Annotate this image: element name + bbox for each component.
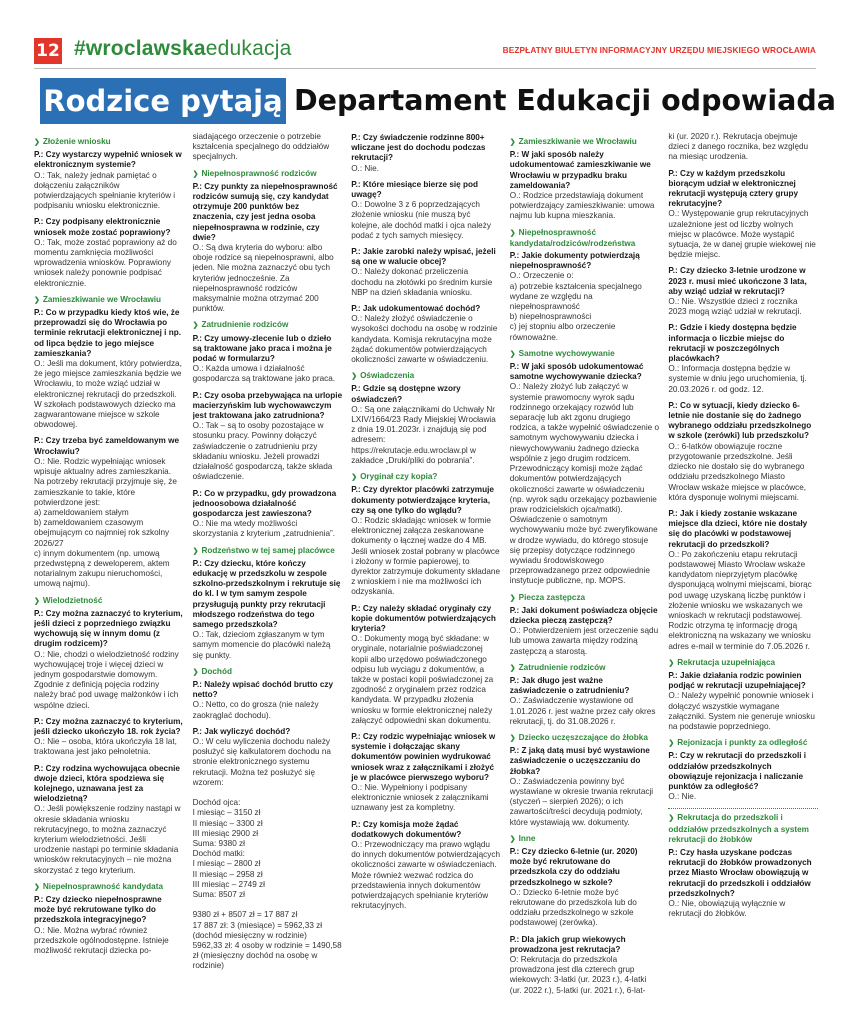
answer: ki (ur. 2020 r.). Rekrutacja obejmuje dzieci z danego rocznika, bez względu na miesiąc urodzenia. (668, 132, 809, 162)
question: P.: Czy podpisany elektronicznie wniosek może zostać poprawiony? (34, 217, 171, 237)
section-heading: ❯ Wielodzietność (34, 596, 184, 607)
question: P.: Czy punkty za niepełnosprawność rodziców sumują się, czy kandydat otrzymuje 200 punktów bez znaczenia, czy jest jedna osoba niepełnosprawna w rodzinie, czy dwie? (192, 181, 338, 242)
hashtag-bold: #wroclawska (74, 37, 206, 60)
question: P.: Jaki dokument poświadcza objęcie dziecka pieczą zastępczą? (509, 605, 658, 625)
section-heading: ❯ Inne (510, 834, 660, 845)
column-2 (193, 132, 343, 1018)
answer: O.: Tak – są to osoby pozostające w stosunku pracy. Powinny dołączyć zaświadczenie o zatrudnieniu przy składaniu wniosku. Jeżeli prowadzi działalność gospodarczą, także składa oświadczenie. (192, 421, 333, 482)
question: P.: Czy wystarczy wypełnić wniosek w elektronicznym systemie? (34, 150, 182, 170)
answer: O.: Po zakończeniu etapu rekrutacji podstawowej Miasto Wrocław wskaże kandydatom nieprzyjętym placówkę dysponującą wolnymi miejscami, biorąc pod uwagę uzyskaną liczbę punktów i złożenie wniosku we wskazanych we wnioskach w rekrutacji podstawowej. Rodzic otrzyma tę informację drogą elektroniczną na wskazany we wniosku adres e-mail w terminie do 7.05.2026 r. (668, 549, 812, 651)
header-divider (34, 68, 816, 69)
section-heading: ❯ Niepełnosprawność rodziców (193, 169, 343, 180)
section-heading: ❯ Piecza zastępcza (510, 593, 660, 604)
column-3 (351, 132, 501, 1018)
section-heading: ❯ Zatrudnienie rodziców (510, 663, 660, 674)
hashtag-light: edukacja (205, 37, 292, 60)
answer: O.: Nie. Rodzic wypełniając wniosek wpisuje aktualny adres zamieszkania. Na potrzeby rekrutacji przyjmuje się, że zamieszkanie to takie, które potwierdzone jest: a) zameldowaniem stałym b) zameldowaniem czasowym obejmującym co najmniej rok szkolny 2026/27 c) innym dokumentem (np. umową przedwstępną z deweloperem, aktem notarialnym zakupu nieruchomości, umową najmu). (34, 456, 177, 589)
section-heading: ❯ Dochód (193, 667, 343, 678)
question: P.: Co w sytuacji, kiedy dziecko 6-letnie nie dostanie się do żadnego wybranego oddziału przedszkolnego w szkole (zerówki) lub przedszkolu? (668, 400, 812, 441)
question: P.: Czy umowy-zlecenie lub o dzieło są traktowane jako praca i można je podać w formularzu? (192, 333, 332, 364)
answer: O.: Informacja dostępna będzie w systemie w dniu jego uruchomienia, tj. 20.03.2026 r. od godz. 12. (668, 364, 807, 394)
section-heading: ❯ Dziecko uczęszczające do żłobka (510, 733, 660, 744)
section-heading: ❯ Rejonizacja i punkty za odległość (668, 738, 818, 749)
box-heading: ❯ Rekrutacja do przedszkoli i oddziałów przedszkolnych a system rekrutacji do żłobków (668, 808, 818, 845)
answer: O.: Nie. Można wybrać również przedszkole ogólnodostępne. Istnieje możliwość rekrutacji dziecka po- (34, 925, 169, 956)
section-heading: ❯ Rodzeństwo w tej samej placówce (193, 546, 343, 557)
section-heading: ❯ Złożenie wniosku (34, 137, 184, 148)
question: P.: Czy dziecku, które kończy edukację w przedszkolu w zespole szkolno-przedszkolnym i rekrutuje się do kl. I w tym samym zespole przysługują punkty przy rekrutacji młodszego rodzeństwa do tego samego przedszkola? (192, 558, 341, 629)
section-heading: ❯ Zamieszkiwanie we Wrocławiu (34, 295, 184, 306)
section-heading: ❯ Niepełnosprawność kandydata/rodziców/rodzeństwa (510, 228, 660, 249)
answer: O.: Tak, może zostać poprawiony aż do momentu zamknięcia możliwości wprowadzenia wniosków. Poprawiony wniosek należy ponownie podpisać elektronicznie. (34, 237, 177, 288)
answer: O.: Nie, obowiązują wyłącznie w rekrutacji do żłobków. (668, 899, 786, 919)
answer: O: Rekrutacja do przedszkola prowadzona jest dla czterech grup wiekowych: 3-latki (ur. 2023 r.), 4-latki (ur. 2022 r.), 5-latki (ur. 2021 r.), 6-lat- (509, 955, 647, 995)
section-heading: ❯ Oryginał czy kopia? (351, 472, 501, 483)
question: P.: Z jaką datą musi być wystawione zaświadczenie o uczęszczaniu do żłobka? (509, 746, 650, 776)
question: P.: Jakie działania rodzic powinien podjąć w rekrutacji uzupełniającej? (668, 670, 806, 691)
answer: O.: Należy złożyć lub załączyć w systemie prawomocny wyrok sądu rodzinnego orzekający rozwód lub separację lub akt zgonu drugiego rodzica, a także wypełnić oświadczenie o samotnym wychowywaniu dziecka i niewychowywaniu żadnego dziecka wspólnie z jego drugim rodzicem. Przewodniczący komisji może żądać dokumentów potwierdzających okoliczności zawarte w oświadczeniu (np. wyrok sądu orzekający pozbawienie praw rodzicielskich ojca/matki). Oświadczenie o samotnym wychowywaniu może być zweryfikowane w drodze wywiadu, do którego stosuje się przepisy dotyczące rodzinnego wywiadu środowiskowego przeprowadzanego przez odpowiednie instytucje publiczne, np. MOPS. (509, 382, 660, 586)
answer: O.: 6-latków obowiązuje roczne przygotowanie przedszkolne. Jeśli dziecko nie dostało się do wybranego oddziału przedszkolnego Miasto Wrocław wskaże miejsce w placówce, która dysponuje wolnymi miejscami. (668, 441, 807, 502)
answer: O.: Jeśli powiększenie rodziny nastąpi w okresie składania wniosku rekrutacyjnego, to można zaznaczyć kryterium wielodzietności. Jeśli urodzenie nastąpi po terminie składania wniosków rekrutacyjnych – nie można skorzystać z tego kryterium. (34, 804, 181, 875)
answer: O.: Rodzic składając wniosek w formie elektronicznej załącza zeskanowane dokumenty o łącznej wadze do 4 MB. Jeśli wniosek został pobrany w placówce i złożony w formie papierowej, to dyrektor zatrzymuje dokumenty składane z wnioskiem i nie ma możliwości ich odzyskania. (351, 515, 500, 597)
question: P.: Czy komisja może żądać dodatkowych dokumentów? (351, 819, 462, 839)
question: P.: Co w przypadku kiedy ktoś wie, że przeprowadzi się do Wrocławia po terminie rekrutacji elektronicznej i np. od lipca będzie to jego miejsce zamieszkania? (34, 308, 181, 358)
section-heading: ❯ Zamieszkiwanie we Wrocławiu (510, 137, 660, 148)
question: P.: Czy dyrektor placówki zatrzymuje dokumenty potwierdzające kryteria, czy są one tylko do wglądu? (351, 485, 494, 515)
banner-title-right: Departament Edukacji odpowiada (294, 84, 837, 117)
question: P.: Czy świadczenie rodzinne 800+ wliczane jest do dochodu podczas rekrutacji? (351, 133, 486, 163)
column-4 (510, 132, 660, 1018)
question: P.: Czy w rekrutacji do przedszkoli i oddziałów przedszkolnych obowiązuje rejonizacja i naliczanie punktów za odległość? (668, 751, 807, 791)
question: P.: Czy rodzic wypełniając wniosek w systemie i dołączając skany dokumentów powinien wydrukować wniosek wraz z załącznikami i złożyć je w placówce pierwszego wyboru? (351, 731, 496, 782)
question: P.: Czy rodzina wychowująca obecnie dwoje dzieci, która spodziewa się kolejnego, uznawana jest za wielodzietną? (34, 763, 180, 804)
answer: O.: Należy dokonać przeliczenia dochodu na złotówki po średnim kursie NBP na dzień składania wniosku. (351, 267, 493, 297)
answer: O.: Orzeczenie o: a) potrzebie kształcenia specjalnego wydane ze względu na niepełnosprawność b) niepełnosprawności c) jej stopniu albo orzeczenie równoważne. (509, 271, 642, 342)
question: P.: Czy można zaznaczyć to kryterium, jeśli dziecko ukończyło 18. rok życia? (34, 716, 183, 736)
question: P.: Gdzie są dostępne wzory oświadczeń? (351, 384, 461, 404)
answer: O.: Dziecko 6-letnie może być rekrutowane do przedszkola lub do oddziału przedszkolnego w szkole podstawowej (zerówka). (509, 887, 637, 928)
question: P.: Czy dziecko 6-letnie (ur. 2020) może być rekrutowane do przedszkola czy do oddziału przedszkolnego w szkole? (509, 847, 638, 887)
answer: O.: Dowolne 3 z 6 poprzedzających złożenie wniosku (nie muszą być kolejne, ale dochód matki i ojca należy podać z tych samych miesięcy. (351, 200, 491, 240)
answer: O.: Nie. (668, 792, 697, 802)
question: P.: Jakie zarobki należy wpisać, jeżeli są one w walucie obcej? (351, 247, 496, 267)
question: P.: Czy można zaznaczyć to kryterium, jeśli dzieci z poprzedniego związku wychowują się w innym domu (z drugim rodzicem)? (34, 608, 183, 649)
question: P.: Czy osoba przebywająca na urlopie macierzyńskim lub wychowawczym jest traktowana jako zatrudniona? (192, 390, 343, 421)
question: P.: Czy trzeba być zameldowanym we Wrocławiu? (34, 436, 179, 456)
answer: O.: Netto, co do grosza (nie należy zaokrąglać dochodu). (192, 700, 319, 720)
answer: O.: Są dwa kryteria do wyboru: albo oboje rodzice są niepełnosprawni, albo jeden. Nie można zaznaczyć obu tych kryteriów jednocześnie. Za niepełnosprawność rodziców maksymalnie można otrzymać 200 punktów. (192, 243, 334, 314)
banner-title-left: Rodzice pytają (40, 78, 286, 124)
question: P.: Należy wpisać dochód brutto czy netto? (192, 679, 334, 700)
question: P.: Jak długo jest ważne zaświadczenie o zatrudnieniu? (509, 675, 630, 696)
answer: O.: Jeśli ma dokument, który potwierdza, że jego miejsce zamieszkania będzie we Wrocławiu, to może wziąć udział w elektronicznej rekrutacji do przedszkoli. W szkołach podstawowych dziecko ma zagwarantowane miejsce w szkole obwodowej. (34, 359, 182, 430)
question: P.: Co w przypadku, gdy prowadzona jednoosobowa działalność gospodarcza jest zawieszona? (192, 488, 337, 518)
question: P.: W jaki sposób udokumentować samotne wychowywanie dziecka? (509, 362, 644, 382)
answer: siadającego orzeczenie o potrzebie kształcenia specjalnego do oddziałów specjalnych. (192, 132, 330, 162)
question: P.: Dla jakich grup wiekowych prowadzona jest rekrutacja? (509, 934, 626, 954)
question: P.: Jak i kiedy zostanie wskazane miejsce dla dzieci, które nie dostały się do placówki w podstawowej rekrutacji do przedszkoli? (668, 508, 808, 549)
answer: O.: Każda umowa i działalność gospodarcza są traktowane jako praca. (192, 364, 336, 384)
section-hashtag (74, 37, 291, 61)
question: P.: Czy dziecko niepełnosprawne może być rekrutowane tylko do przedszkola integracyjnego? (34, 895, 162, 925)
question: P.: Jak wyliczyć dochód? (192, 726, 291, 736)
answer: O.: Nie, chodzi o wielodzietność rodziny wychowującej troje i więcej dzieci w jednym gospodarstwie domowym. Zgodnie z definicją pojęcia rodziny należy brać pod uwagę małżonków i ich wspólne dzieci. (34, 649, 179, 710)
answer: O.: Nie. Wszystkie dzieci z rocznika 2023 mogą wziąć udział w rekrutacji. (668, 297, 802, 317)
answer: O.: Występowanie grup rekrutacyjnych uzależnione jest od liczby wolnych miejsc w placówce. Może wystąpić sytuacja, że w danej grupie wiekowej nie będzie miejsc. (668, 209, 816, 260)
question: P.: Czy hasła uzyskane podczas rekrutacji do żłobków prowadzonych przez Miasto Wrocław obowiązują w rekrutacji do przedszkoli i oddziałów przedszkolnych? (668, 848, 812, 898)
column-1 (34, 132, 184, 1018)
section-heading: ❯ Rekrutacja uzupełniająca (668, 658, 818, 669)
answer: O.: Dokumenty mogą być składane: w oryginale, notarialnie poświadczonej kopii albo urzędowo poświadczonego odpisu lub wyciągu z dokumentów, a także w postaci kopii poświadczonej za zgodność z oryginałem przez rodzica kandydata. W przypadku złożenia wniosku w formie elektronicznej należy załączyć odpowiedni skan dokumentu. (351, 634, 494, 725)
answer: O.: Rodzice przedstawiają dokument potwierdzający zamieszkiwanie: umowa najmu lub kupna mieszkania. (509, 191, 655, 221)
answer: O.: Potwierdzeniem jest orzeczenie sądu lub umowa zawarta między rodziną zastępczą a starostą. (509, 626, 659, 656)
answer: O.: Nie ma wtedy możliwości skorzystania z kryterium „zatrudnienia”. (192, 519, 336, 539)
section-heading: ❯ Samotne wychowywanie (510, 349, 660, 360)
question: P.: Czy w każdym przedszkolu biorącym udział w elektronicznej rekrutacji występują cztery grupy rekrutacyjne? (668, 168, 799, 209)
answer: O.: Nie – osoba, która ukończyła 18 lat, traktowana jest jako pełnoletnia. (34, 737, 177, 757)
answer: O.: Nie. (351, 163, 379, 173)
column-5 (668, 132, 818, 1018)
answer: O.: Zaświadczenia powinny być wystawiane w okresie trwania rekrutacji (styczeń – sierpień 2026); o ich zawartości/treści decydują podmioty, które wystawiają ww. dokumenty. (509, 776, 654, 827)
question: P.: Czy dziecko 3-letnie urodzone w 2023 r. musi mieć ukończone 3 lata, aby wziąć udział w rekrutacji? (668, 266, 807, 296)
answer: O.: Są one załącznikami do Uchwały Nr LXIV/1664/23 Rady Miejskiej Wrocławia z dnia 19.01.2023r. i znajdują się pod adresem: https://rekrutacje.edu.wroclaw.pl w zakładce „Druki/pliki do pobrania”. (351, 404, 496, 465)
page-header (34, 38, 816, 64)
section-heading: ❯ Oświadczenia (351, 371, 501, 382)
answer: O.: Tak, należy jednak pamiętać o dołączeniu załączników potwierdzających spełnianie kryteriów i podpisaniu wniosku elektronicznie. (34, 170, 176, 211)
question: P.: Które miesiące bierze się pod uwagę? (351, 179, 478, 200)
answer: O.: Zaświadczenie wystawione od 1.01.2026 r. jest ważne przez cały okres rekrutacji, tj. do 31.08.2026 r. (509, 696, 656, 726)
question: P.: W jaki sposób należy udokumentować zamieszkiwanie we Wrocławiu w przypadku braku zameldowania? (509, 150, 651, 190)
answer: O.: Należy złożyć oświadczenie o wysokości dochodu na osobę w rodzinie kandydata. Komisja rekrutacyjna może żądać dokumentów potwierdzających okoliczności zawarte w oświadczeniu. (351, 314, 498, 365)
question: P.: Jakie dokumenty potwierdzają niepełnosprawność? (509, 251, 640, 271)
article-columns (34, 132, 818, 1018)
section-heading: ❯ Niepełnosprawność kandydata (34, 882, 184, 893)
answer: O.: Przewodniczący ma prawo wglądu do innych dokumentów potwierdzających okoliczności zawarte w oświadczeniach. Może również wezwać rodzica do przedstawienia innych dokumentów potwierdzających spełnianie kryteriów rekrutacyjnych. (351, 840, 501, 911)
answer: O.: Tak, dzieciom zgłaszanym w tym samym momencie do placówki należą się punkty. (192, 630, 331, 660)
question: P.: Czy należy składać oryginały czy kopie dokumentów potwierdzających kryteria? (351, 603, 496, 633)
section-heading: ❯ Zatrudnienie rodziców (193, 320, 343, 331)
bulletin-title: BEZPŁATNY BIULETYN INFORMACYJNY URZĘDU MIEJSKIEGO WROCŁAWIA (502, 45, 816, 55)
title-banner (40, 78, 837, 124)
answer: O.: Należy wypełnić ponownie wniosek i dołączyć wszystkie wymagane załączniki. System nie generuje wniosku na podstawie poprzedniego. (668, 691, 815, 731)
question: P.: Gdzie i kiedy dostępna będzie informacja o liczbie miejsc do rekrutacji w poszczególnych placówkach? (668, 323, 797, 364)
answer: O.: W celu wyliczenia dochodu należy posłużyć się kalkulatorem dochodu na stronie elektronicznego systemu rekrutacji. Można też posłużyć się wzorem: Dochód ojca: I miesiąc – 3150 zł II miesiąc – 3300 zł III miesiąc 2900 zł Suma: 9380 zł Dochód matki: I miesiąc – 2800 zł II miesiąc – 2958 zł III miesiąc – 2749 zł Suma: 8507 zł 9380 zł + 8507 zł = 17 887 zł 17 887 zł: 3 (miesiące) = 5962,33 zł (dochód miesięczny w rodzinie) 5962,33 zł: 4 osoby w rodzinie = 1490,58 zł (miesięczny dochód na osobę w rodzinie) (192, 736, 342, 971)
answer: O.: Nie. Wypełniony i podpisany elektronicznie wniosek z załącznikami uznawany jest za kompletny. (351, 782, 489, 813)
question: P.: Jak udokumentować dochód? (351, 304, 481, 314)
page-number: 12 (34, 38, 62, 64)
